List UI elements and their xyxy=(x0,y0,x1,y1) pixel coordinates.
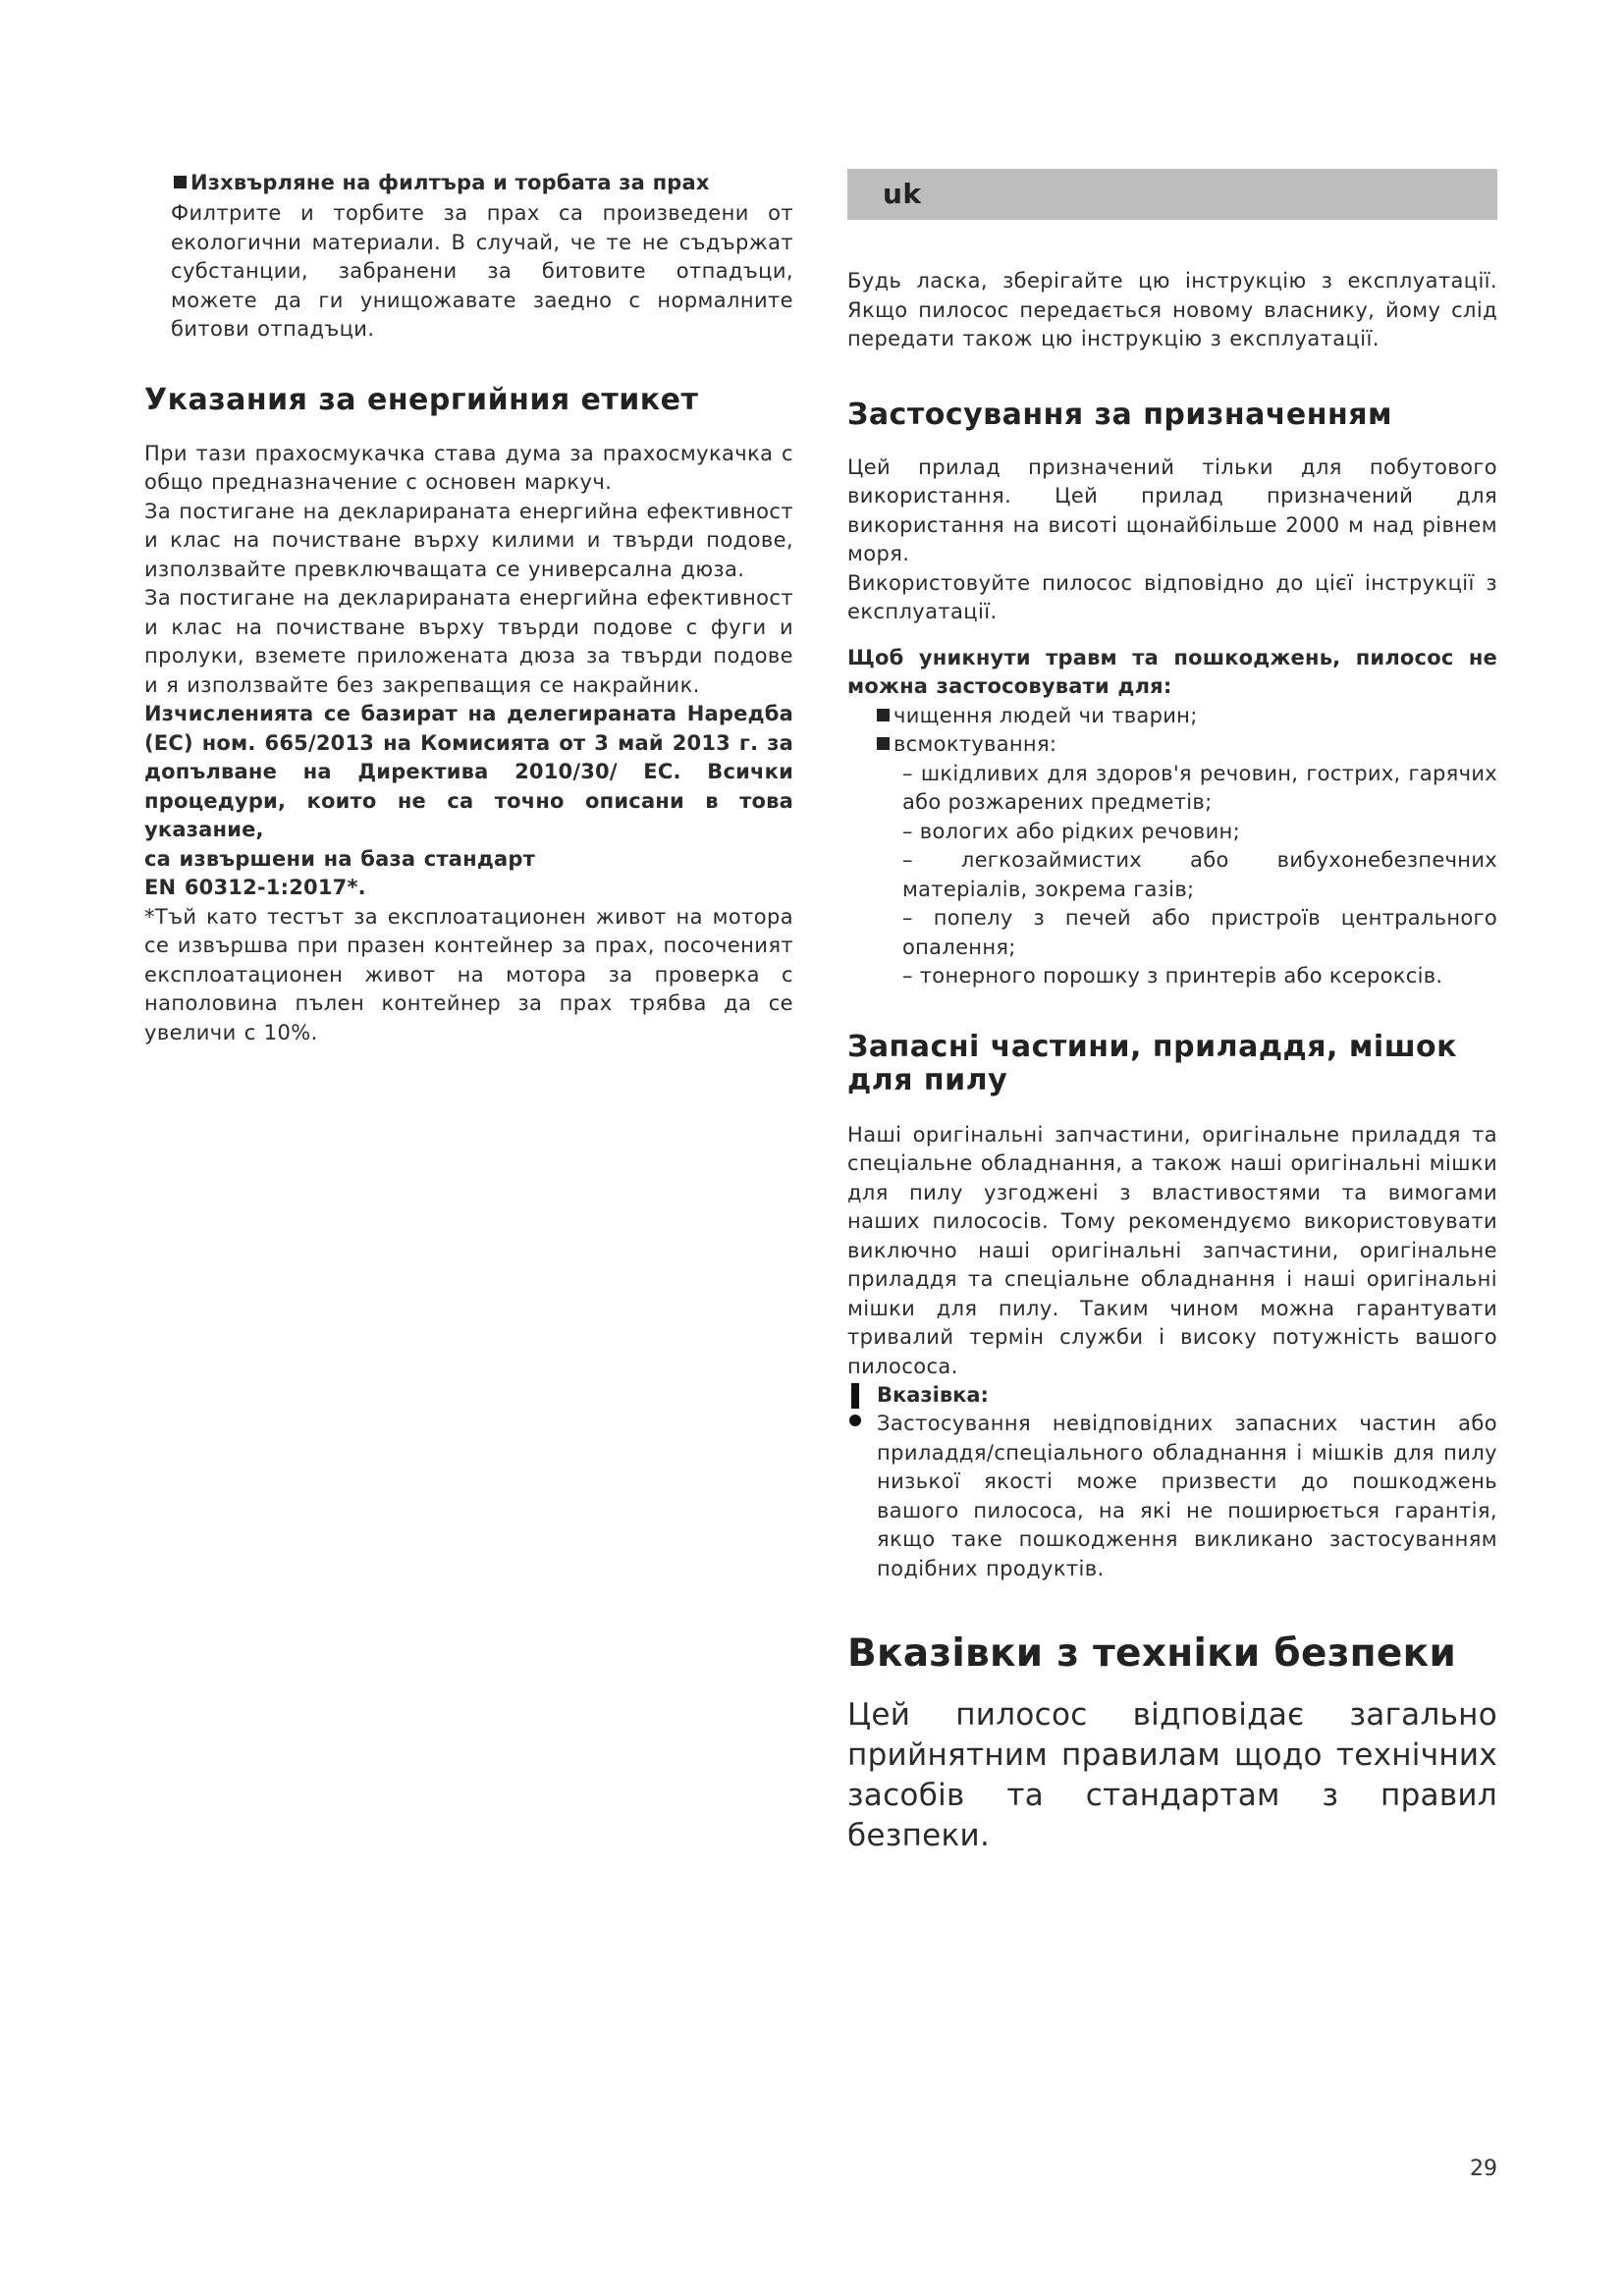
list-item: всмоктування: xyxy=(847,730,1497,760)
spare-parts-heading: Запасні частини, приладдя, мішок для пилу xyxy=(847,1029,1458,1097)
energy-regulation-text: Изчисленията се базират на делегираната Наредба (ЕС) ном. 665/2013 на Комисията от 3 май 2013 г. за допълване на Директива 2010/30/ ЕС. Всички процедури, които не са точно описани в това указание, xyxy=(144,702,793,841)
energy-footnote: *Тъй като тестът за експлоатационен живот на мотора се извършва при празен контейнер за прах, посоченият експлоатационен живот на мотора за проверка с наполовина пълен контейнер за прах трябва да се увеличи с 10%. xyxy=(144,904,793,1044)
spare-parts-text: Наші оригінальні запчастини, оригінальне приладдя та спеціальне обладнання, а також наші оригінальні мішки для пилу узгоджені з властивостями та вимогами наших пилососів. Тому рекомендуємо використовувати виключно наші оригінальні запчастини, оригінальне приладдя та спеціальне обладнання і наші оригінальні мішки для пилу. Таким чином можна гарантувати тривалий термін служби і високу потужність вашого пилососа. xyxy=(847,1122,1497,1378)
prohibited-use-list xyxy=(847,702,1497,991)
right-column xyxy=(847,169,1497,1856)
list-subitem: – вологих або рідких речовин; xyxy=(902,819,1240,843)
left-column xyxy=(144,169,793,1047)
language-section-bar: uk xyxy=(847,169,1497,220)
energy-paragraph-2: За постигане на декларираната енергийна ефективност и клас на почистване върху килими и твърди подове, използвайте превключващата се универсална дюза. xyxy=(144,499,793,581)
list-subitem: – тонерного порошку з принтерів або ксероксів. xyxy=(902,964,1443,988)
warning-text: Щоб уникнути травм та пошкоджень, пилосос не можна застосовувати для: xyxy=(847,645,1497,698)
energy-label-heading: Указания за енергийния етикет xyxy=(144,382,699,417)
exclamation-icon xyxy=(847,1383,863,1428)
safety-heading: Вказівки з техніки безпеки xyxy=(847,1631,1457,1676)
intro-text: Будь ласка, зберігайте цю інструкцію з експлуатації. Якщо пилосос передається новому власнику, йому слід передати також цю інструкцію з експлуатації. xyxy=(847,269,1497,350)
intended-use-heading: Застосування за призначенням xyxy=(847,397,1392,432)
intended-use-paragraph-1: Цей прилад призначений тільки для побутового використання. Цей прилад призначений для використання на висоті щонайбільше 2000 м над рівнем моря. xyxy=(847,454,1497,565)
page-number: 29 xyxy=(1470,2157,1497,2181)
list-subitem: – шкідливих для здоров'я речовин, гострих, гарячих або розжарених предметів; xyxy=(902,761,1497,814)
energy-standard-text: са извършени на база стандарт xyxy=(144,846,535,871)
disposal-heading: Изхвърляне на филтъра и торбата за прах xyxy=(174,169,793,197)
note-block xyxy=(847,1381,1497,1583)
disposal-text: Филтрите и торбите за прах са произведени от екологични материали. В случай, че те не съдържат субстанции, забранени за битовите отпадъци, можете да ги унищожавате заедно с нормалните битови отпадъци. xyxy=(171,201,793,341)
bullet-square-icon xyxy=(877,709,890,721)
list-subitem: – попелу з печей або пристроїв центрального опалення; xyxy=(902,906,1497,959)
intended-use-paragraph-2: Використовуйте пилосос відповідно до цієї інструкції з експлуатації. xyxy=(847,570,1497,623)
list-item: чищення людей чи тварин; xyxy=(847,702,1497,731)
bullet-square-icon xyxy=(877,737,890,750)
bullet-square-icon xyxy=(174,176,187,188)
energy-paragraph-1: При тази прахосмукачка става дума за прахосмукачка с общо предназначение с основен маркуч. xyxy=(144,441,793,494)
energy-paragraph-3: За постигане на декларираната енергийна ефективност и клас на почистване върху твърди подове с фуги и пролуки, вземете приложената дюза за твърди подове и я използвайте без закрепващия се накрайник. xyxy=(144,586,793,697)
energy-standard-number: EN 60312-1:2017*. xyxy=(144,876,366,899)
note-text: Застосування невідповідних запасних частин або приладдя/спеціального обладнання і мішків для пилу низької якості може призвести до пошкоджень вашого пилососа, на які не поширюється гарантія, якщо таке пошкодження викликано застосуванням подібних продуктів. xyxy=(877,1412,1497,1580)
note-title: Вказівка: xyxy=(877,1383,989,1407)
safety-text: Цей пилосос відповідає загально прийнятним правилам щодо технічних засобів та стандартам з правил безпеки. xyxy=(847,1697,1497,1853)
list-subitem: – легкозаймистих або вибухонебезпечних матеріалів, зокрема газів; xyxy=(902,848,1497,901)
